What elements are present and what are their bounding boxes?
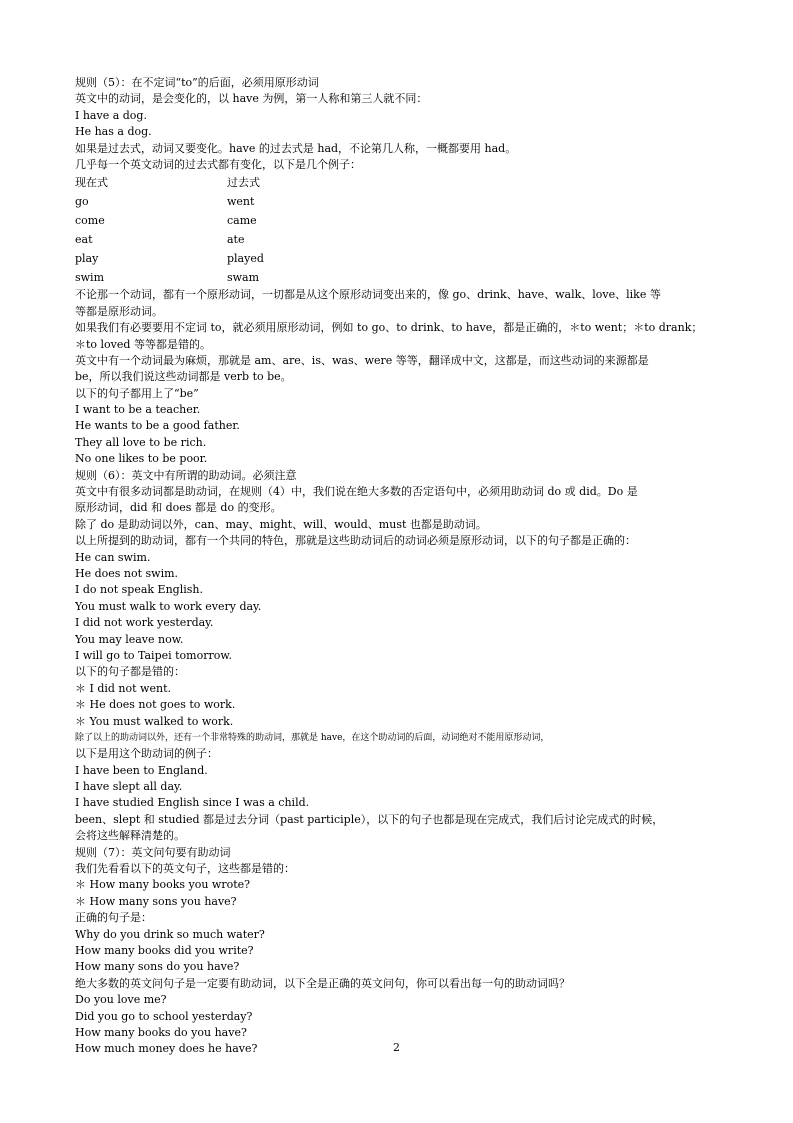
text-line: I have a dog. <box>75 108 147 122</box>
text-line: You may leave now. <box>75 632 184 646</box>
text-line: 几乎每一个英文动词的过去式都有变化，以下是几个例子： <box>75 157 361 171</box>
block-rule-7 <box>75 746 715 1057</box>
verb-table-row <box>75 192 715 211</box>
block-rule-5 <box>75 75 715 173</box>
present-tense-cell: eat <box>75 233 93 247</box>
text-line: No one likes to be poor. <box>75 452 208 466</box>
text-line: He does not swim. <box>75 566 179 580</box>
text-line: 以上所提到的助动词，都有一个共同的特色，那就是这些助动词后的动词必须是原形动词，以下的句子都是正确的： <box>75 534 636 548</box>
text-line: 我们先看看以下的英文句子，这些都是错的： <box>75 862 295 876</box>
text-line: He can swim. <box>75 550 151 564</box>
text-line: He wants to be a good father. <box>75 419 240 433</box>
text-line: ＊to loved 等等都是错的。 <box>75 337 211 351</box>
text-line: be，所以我们说这些动词都是 verb to be。 <box>75 370 292 384</box>
page-number: 2 <box>393 1041 400 1054</box>
verb-table <box>75 173 715 287</box>
text-line: 以下是用这个助动词的例子： <box>75 747 218 761</box>
text-line: I did not work yesterday. <box>75 616 214 630</box>
text-line: ＊ How many books you wrote? <box>75 878 251 892</box>
text-line: 规则（5）：在不定词“to”的后面，必须用原形动词 <box>75 76 319 89</box>
text-line: 不论那一个动词，都有一个原形动词，一切都是从这个原形动词变出来的，像 go、drink、have、walk、love、like 等 <box>75 288 661 302</box>
text-line: 正确的句子是： <box>75 911 152 925</box>
text-line: ＊ He does not goes to work. <box>75 698 236 712</box>
small-note-line: 除了以上的助动词以外，还有一个非常特殊的助动词，那就是 have，在这个助动词的后面，动词绝对不能用原形动词， <box>75 732 550 743</box>
text-line: You must walk to work every day. <box>75 599 262 613</box>
text-line: He has a dog. <box>75 125 152 139</box>
text-line: Do you love me? <box>75 993 167 1007</box>
present-tense-cell: come <box>75 214 105 228</box>
verb-table-row <box>75 230 715 249</box>
text-line: 原形动词，did 和 does 都是 do 的变形。 <box>75 501 282 515</box>
present-tense-cell: play <box>75 252 99 266</box>
past-tense-cell: came <box>227 214 257 228</box>
past-tense-cell: ate <box>227 233 245 247</box>
text-line: They all love to be rich. <box>75 435 207 449</box>
page-content <box>75 75 715 1058</box>
text-line: I do not speak English. <box>75 583 203 597</box>
text-line: I have been to England. <box>75 763 208 777</box>
text-line: 会将这些解释清楚的。 <box>75 829 185 843</box>
text-line: I have slept all day. <box>75 780 183 794</box>
text-line: 绝大多数的英文问句子是一定要有助动词，以下全是正确的英文问句，你可以看出每一句的助动词吗？ <box>75 976 570 990</box>
present-tense-cell: swim <box>75 271 105 285</box>
text-line: How many books do you have? <box>75 1025 247 1039</box>
text-line: I will go to Taipei tomorrow. <box>75 648 232 662</box>
text-line: Why do you drink so much water? <box>75 927 265 941</box>
text-line: How much money does he have? <box>75 1042 258 1056</box>
text-line: I have studied English since I was a child. <box>75 796 310 810</box>
text-line: I want to be a teacher. <box>75 403 201 417</box>
text-line: ＊ You must walked to work. <box>75 714 234 728</box>
verb-table-row <box>75 249 715 268</box>
verb-table-row <box>75 268 715 287</box>
text-line: 英文中有很多动词都是助动词，在规则（4）中，我们说在绝大多数的否定语句中，必须用助动词 do 或 did。Do 是 <box>75 485 638 499</box>
block-rules-text <box>75 287 715 730</box>
text-line: 以下的句子都是错的： <box>75 665 185 679</box>
text-line: How many books did you write? <box>75 943 254 957</box>
text-line: 规则（6）：英文中有所谓的助动词。必须注意 <box>75 468 297 482</box>
verb-table-row <box>75 173 715 192</box>
text-line: ＊ I did not went. <box>75 681 171 695</box>
past-tense-cell: played <box>227 252 264 266</box>
text-line: 英文中的动词，是会变化的，以 have 为例，第一人称和第三人就不同： <box>75 92 428 106</box>
text-line: ＊ How many sons you have? <box>75 894 237 908</box>
text-line: 如果我们有必要要用不定词 to，就必须用原形动词，例如 to go、to drink、to have，都是正确的，＊to went；＊to drank； <box>75 321 703 335</box>
past-tense-cell: went <box>227 195 255 209</box>
text-line: 英文中有一个动词最为麻烦，那就是 am、are、is、was、were 等等，翻译成中文，这都是，而这些动词的来源都是 <box>75 353 649 367</box>
text-line: 等都是原形动词。 <box>75 304 163 318</box>
present-tense-cell: 现在式 <box>75 176 108 190</box>
past-tense-cell: 过去式 <box>227 176 260 190</box>
verb-table-row <box>75 211 715 230</box>
text-line: 规则（7）：英文问句要有助动词 <box>75 845 231 859</box>
text-line: How many sons do you have? <box>75 960 240 974</box>
text-line: been、slept 和 studied 都是过去分词（past participle），以下的句子也都是现在完成式，我们后讨论完成式的时候， <box>75 812 664 826</box>
text-line: 如果是过去式，动词又要变化。have 的过去式是 had，不论第几人称，一概都要用 had。 <box>75 141 517 155</box>
text-line: 除了 do 是助动词以外，can、may、might、will、would、must 也都是助动词。 <box>75 517 487 531</box>
text-line: 以下的句子都用上了“be” <box>75 386 199 400</box>
present-tense-cell: go <box>75 195 89 209</box>
text-line: Did you go to school yesterday? <box>75 1009 253 1023</box>
past-tense-cell: swam <box>227 271 260 285</box>
